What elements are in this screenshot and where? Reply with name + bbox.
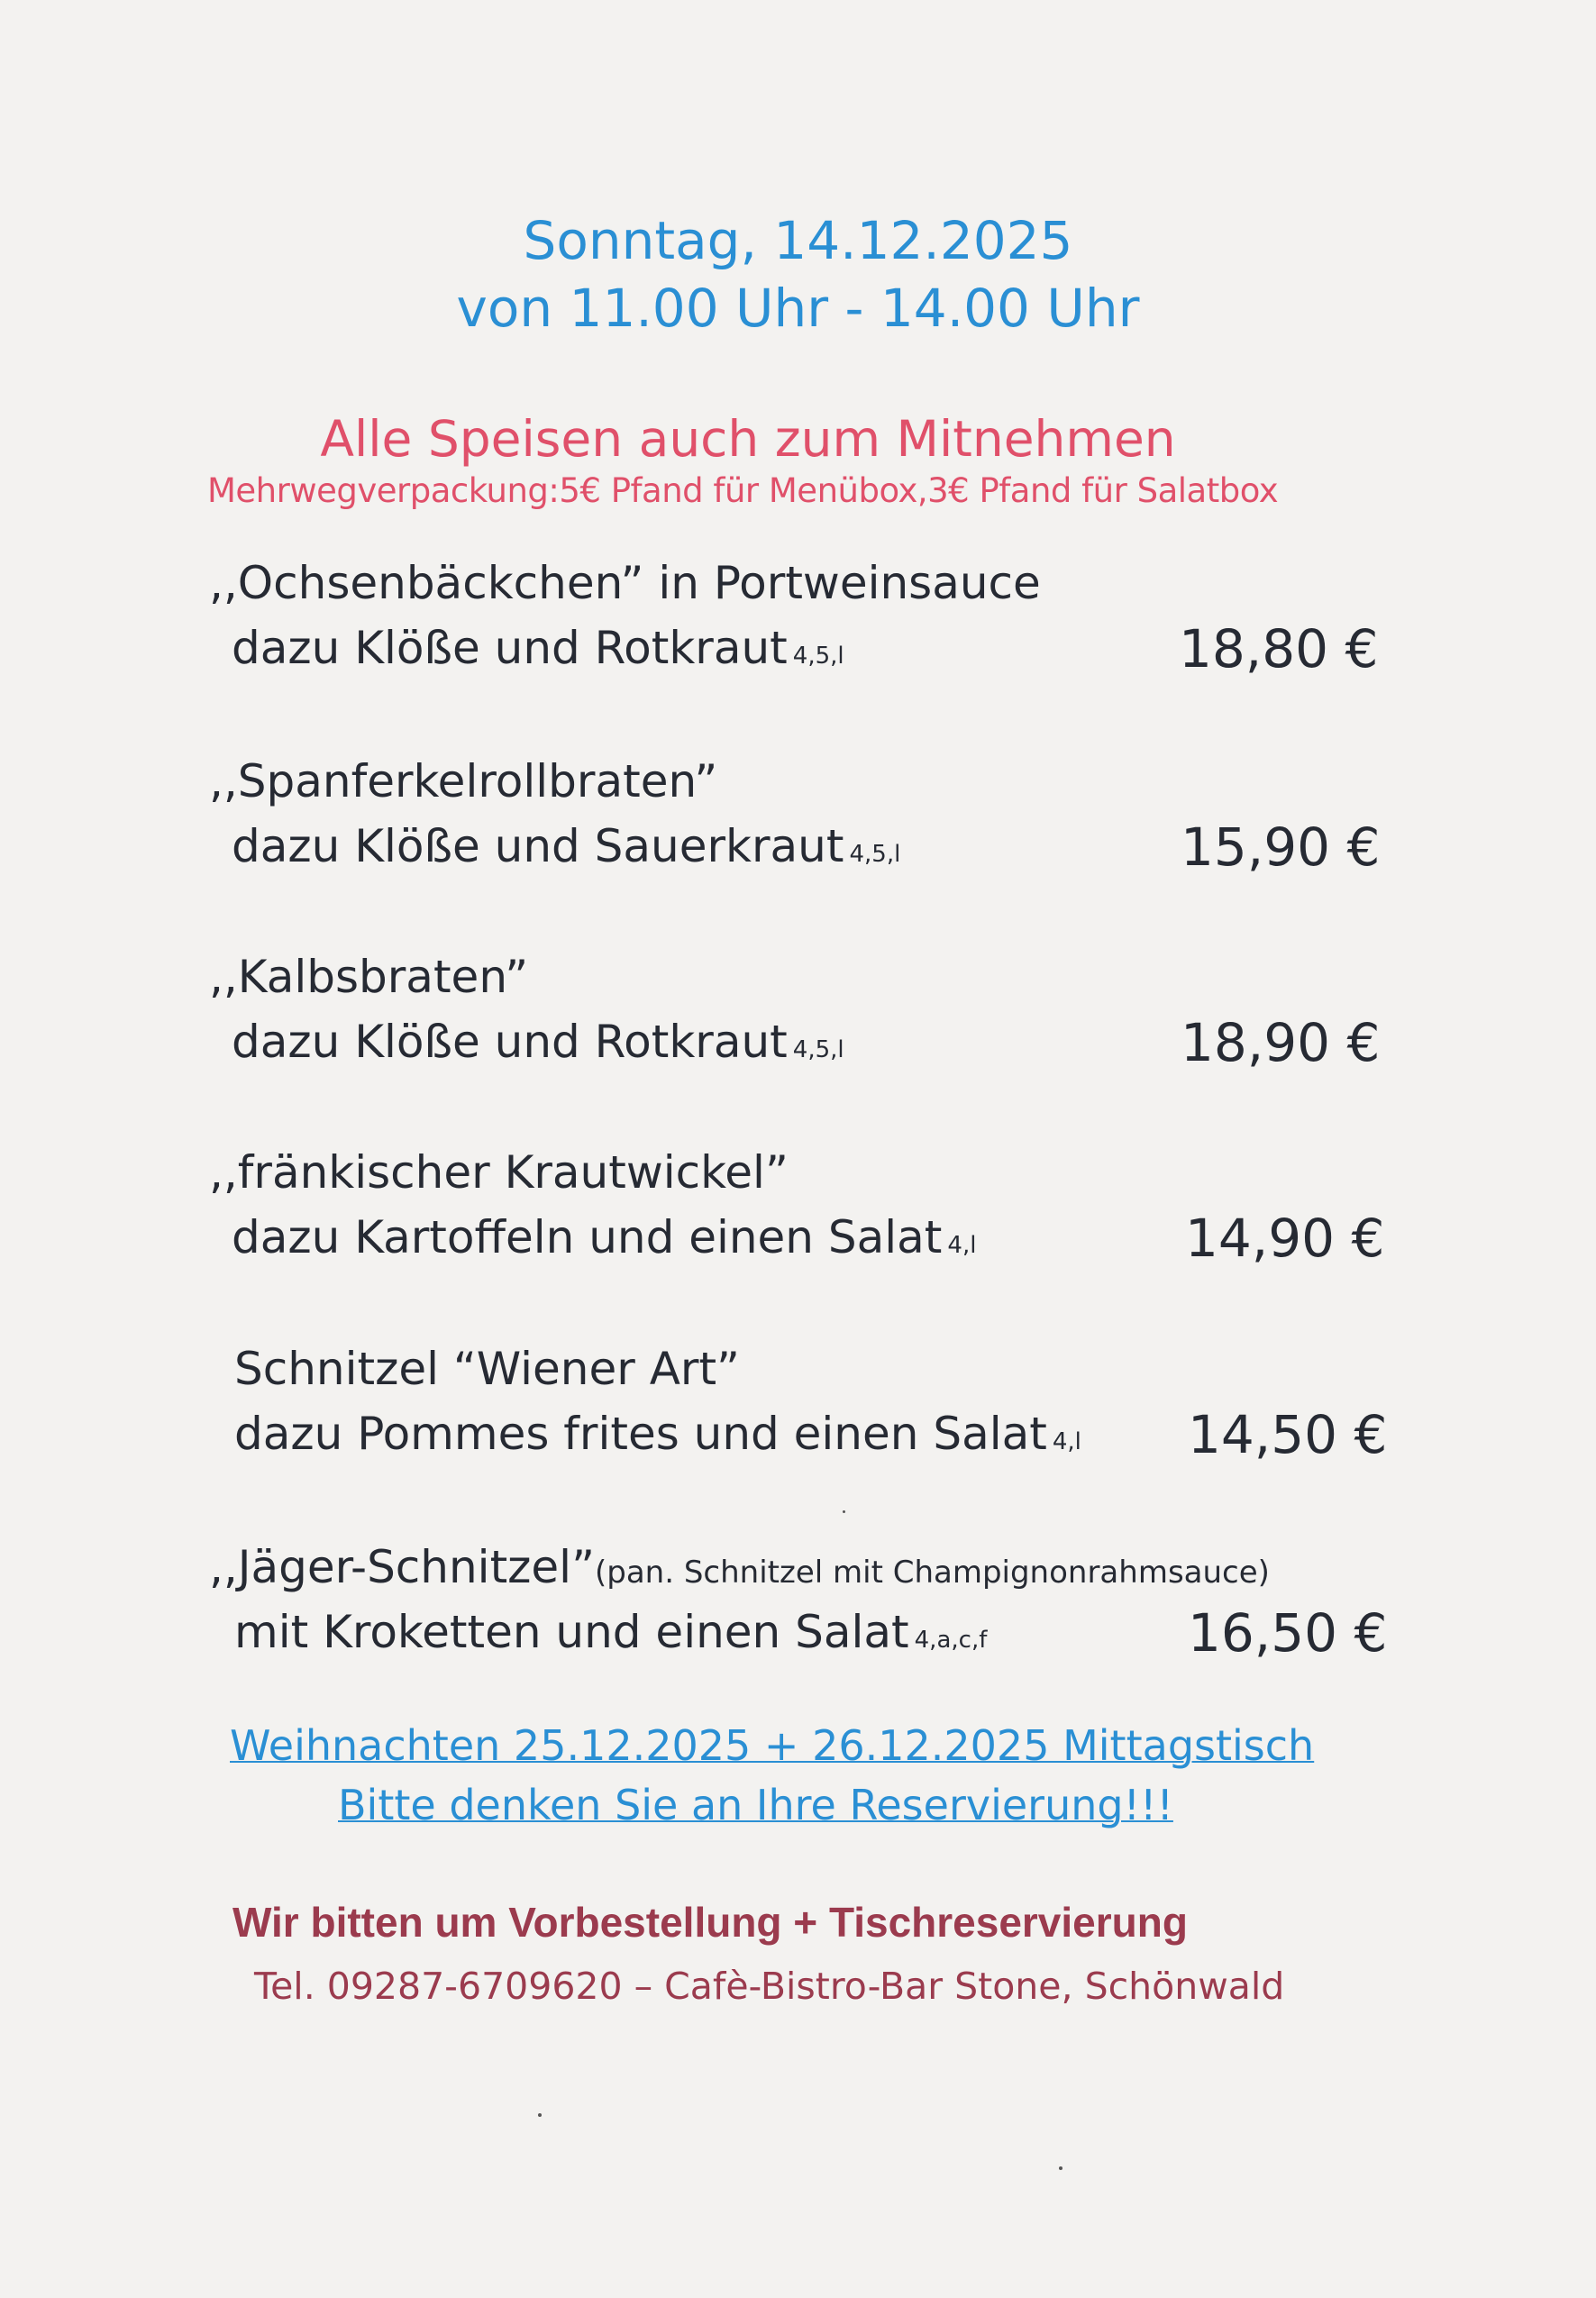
dish-price: 15,90 €	[1181, 816, 1381, 878]
dish-title: Schnitzel “Wiener Art”	[234, 1343, 740, 1395]
scan-speck	[843, 1510, 845, 1513]
dish-price: 18,80 €	[1179, 618, 1379, 679]
christmas-notice: Weihnachten 25.12.2025 + 26.12.2025 Mittagstisch	[230, 1721, 1315, 1770]
dish-price: 18,90 €	[1181, 1012, 1381, 1073]
dish-description	[232, 820, 900, 872]
packaging-note: Mehrwegverpackung:5€ Pfand für Menübox,3€ Pfand für Salatbox	[207, 471, 1279, 510]
dish-side: mit Kroketten und einen Salat	[234, 1606, 909, 1658]
dish-side: dazu Klöße und Rotkraut	[232, 1016, 788, 1068]
dish-title: ,,Ochsenbäckchen” in Portweinsauce	[209, 557, 1041, 609]
event-date: Sonntag, 14.12.2025	[523, 210, 1073, 271]
event-time: von 11.00 Uhr - 14.00 Uhr	[456, 278, 1140, 339]
allergen-codes: 4,a,c,f	[914, 1627, 988, 1654]
dish-title: ,,Jäger-Schnitzel”	[209, 1541, 595, 1593]
dish-price: 16,50 €	[1188, 1602, 1388, 1664]
dish-description	[232, 1211, 976, 1263]
takeaway-heading: Alle Speisen auch zum Mitnehmen	[320, 410, 1176, 468]
preorder-notice: Wir bitten um Vorbestellung + Tischreservierung	[233, 1899, 1188, 1946]
allergen-codes: 4,5,l	[792, 643, 844, 670]
allergen-codes: 4,5,l	[849, 841, 901, 868]
dish-description	[234, 1408, 1081, 1460]
dish-title: ,,fränkischer Krautwickel”	[209, 1146, 789, 1199]
reservation-reminder: Bitte denken Sie an Ihre Reservierung!!!	[338, 1781, 1173, 1829]
scan-speck	[538, 2113, 542, 2117]
dish-description	[232, 1016, 844, 1068]
scan-speck	[1059, 2166, 1062, 2170]
dish-description	[234, 1606, 987, 1658]
allergen-codes: 4,5,l	[792, 1036, 844, 1063]
dish-title-line	[209, 1541, 1270, 1593]
dish-price: 14,50 €	[1188, 1404, 1388, 1465]
dish-title: ,,Kalbsbraten”	[209, 951, 529, 1003]
allergen-codes: 4,l	[1052, 1428, 1081, 1455]
dish-side: dazu Pommes frites und einen Salat	[234, 1408, 1047, 1460]
dish-price: 14,90 €	[1185, 1208, 1385, 1269]
dish-side: dazu Klöße und Rotkraut	[232, 622, 788, 674]
contact-line: Tel. 09287-6709620 – Cafè-Bistro-Bar Stone, Schönwald	[254, 1965, 1285, 2008]
allergen-codes: 4,l	[947, 1232, 977, 1259]
dish-side: dazu Kartoffeln und einen Salat	[232, 1211, 943, 1263]
dish-note: (pan. Schnitzel mit Champignonrahmsauce)	[594, 1555, 1270, 1591]
dish-title: ,,Spanferkelrollbraten”	[209, 755, 718, 807]
dish-side: dazu Klöße und Sauerkraut	[232, 820, 844, 872]
dish-description	[232, 622, 844, 674]
